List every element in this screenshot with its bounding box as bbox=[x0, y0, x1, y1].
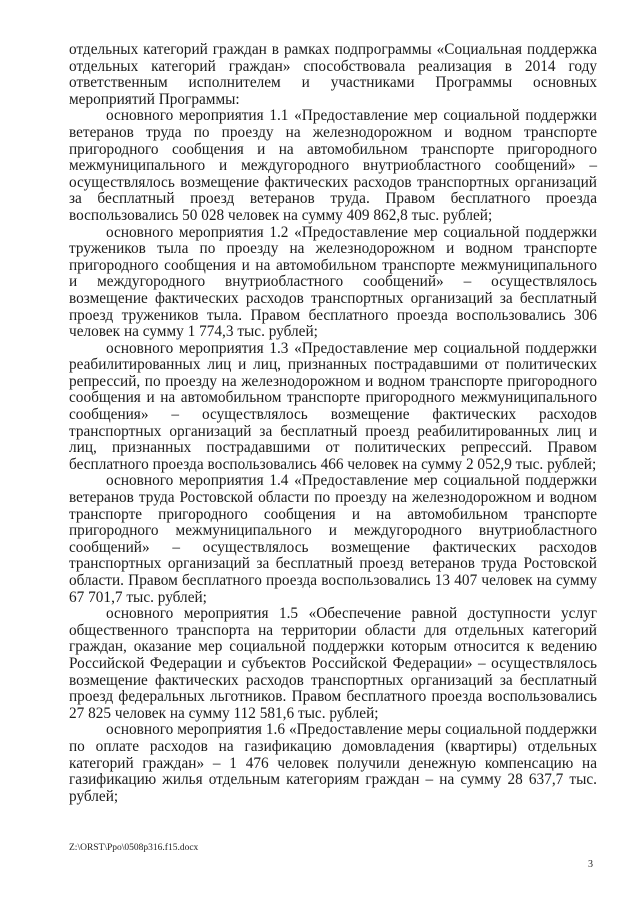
paragraph-measure-1-2: основного мероприятия 1.2 «Предоставление мер социальной поддержки тружеников тыла по проезду на железнодорожном и водном транспорте пригородного сообщения и на автомобильном транспорте межмуниципального и междугородного внутриобластного сообщений» – осуществлялось возмещение фактических расходов транспортных организаций за бесплатный проезд тружеников тыла. Правом бесплатного проезда воспользовались 306 человек на сумму 1 774,3 тыс. рублей; bbox=[69, 223, 597, 341]
paragraph-measure-1-3: основного мероприятия 1.3 «Предоставление мер социальной поддержки реабилитированных лиц и лиц, признанных пострадавшими от политических репрессий, по проезду на железнодорожном и водном транспорте пригородного сообщения и на автомобильном транспорте пригородного межмуниципального сообщения» – осуществлялось возмещение фактических расходов транспортных организаций за бесплатный проезд реабилитированных лиц и лиц, признанных пострадавшими от политических репрессий. Правом бесплатного проезда воспользовались 466 человек на сумму 2 052,9 тыс. рублей; bbox=[69, 339, 597, 473]
paragraph-measure-1-4: основного мероприятия 1.4 «Предоставление мер социальной поддержки ветеранов труда Ростовской области по проезду на железнодорожном и водном транспорте пригородного сообщения и на автомобильном транспорте пригородного межмуниципального и междугородного внутриобластного сообщений» – осуществлялось возмещение фактических расходов транспортных организаций за бесплатный проезд ветеранов труда Ростовской области. Правом бесплатного проезда воспользовались 13 407 человек на сумму 67 701,7 тыс. рублей; bbox=[69, 472, 597, 606]
paragraph-measure-1-5: основного мероприятия 1.5 «Обеспечение равной доступности услуг общественного транспорта на территории области для отдельных категорий граждан, оказание мер социальной поддержки которым относится к ведению Российской Федерации и субъектов Российской Федерации» – осуществлялось возмещение фактических расходов транспортных организаций за бесплатный проезд федеральных льготников. Правом бесплатного проезда воспользовались 27 825 человек на сумму 112 581,6 тыс. рублей; bbox=[69, 605, 597, 722]
footer-file-path: Z:\ORST\Ppo\0508p316.f15.docx bbox=[69, 843, 199, 853]
body-text bbox=[69, 42, 597, 805]
paragraph-intro: отдельных категорий граждан в рамках подпрограммы «Социальная поддержка отдельных категорий граждан» способствовала реализация в 2014 году ответственным исполнителем и участниками Программы основных мероприятий Программы: bbox=[69, 41, 597, 108]
paragraph-measure-1-6: основного мероприятия 1.6 «Предоставление меры социальной поддержки по оплате расходов на газификацию домовладения (квартиры) отдельных категорий граждан» – 1 476 человек получили денежную компенсацию на газификацию жилья отдельным категориям граждан – на сумму 28 637,7 тыс. рублей; bbox=[69, 721, 597, 805]
paragraph-measure-1-1: основного мероприятия 1.1 «Предоставление мер социальной поддержки ветеранов труда по проезду на железнодорожном и водном транспорте пригородного сообщения и на автомобильном транспорте пригородного межмуниципального и междугородного внутриобластного сообщений» – осуществлялось возмещение фактических расходов транспортных организаций за бесплатный проезд ветеранов труда. Правом бесплатного проезда воспользовались 50 028 человек на сумму 409 862,8 тыс. рублей; bbox=[69, 107, 597, 224]
page-number: 3 bbox=[588, 859, 593, 870]
